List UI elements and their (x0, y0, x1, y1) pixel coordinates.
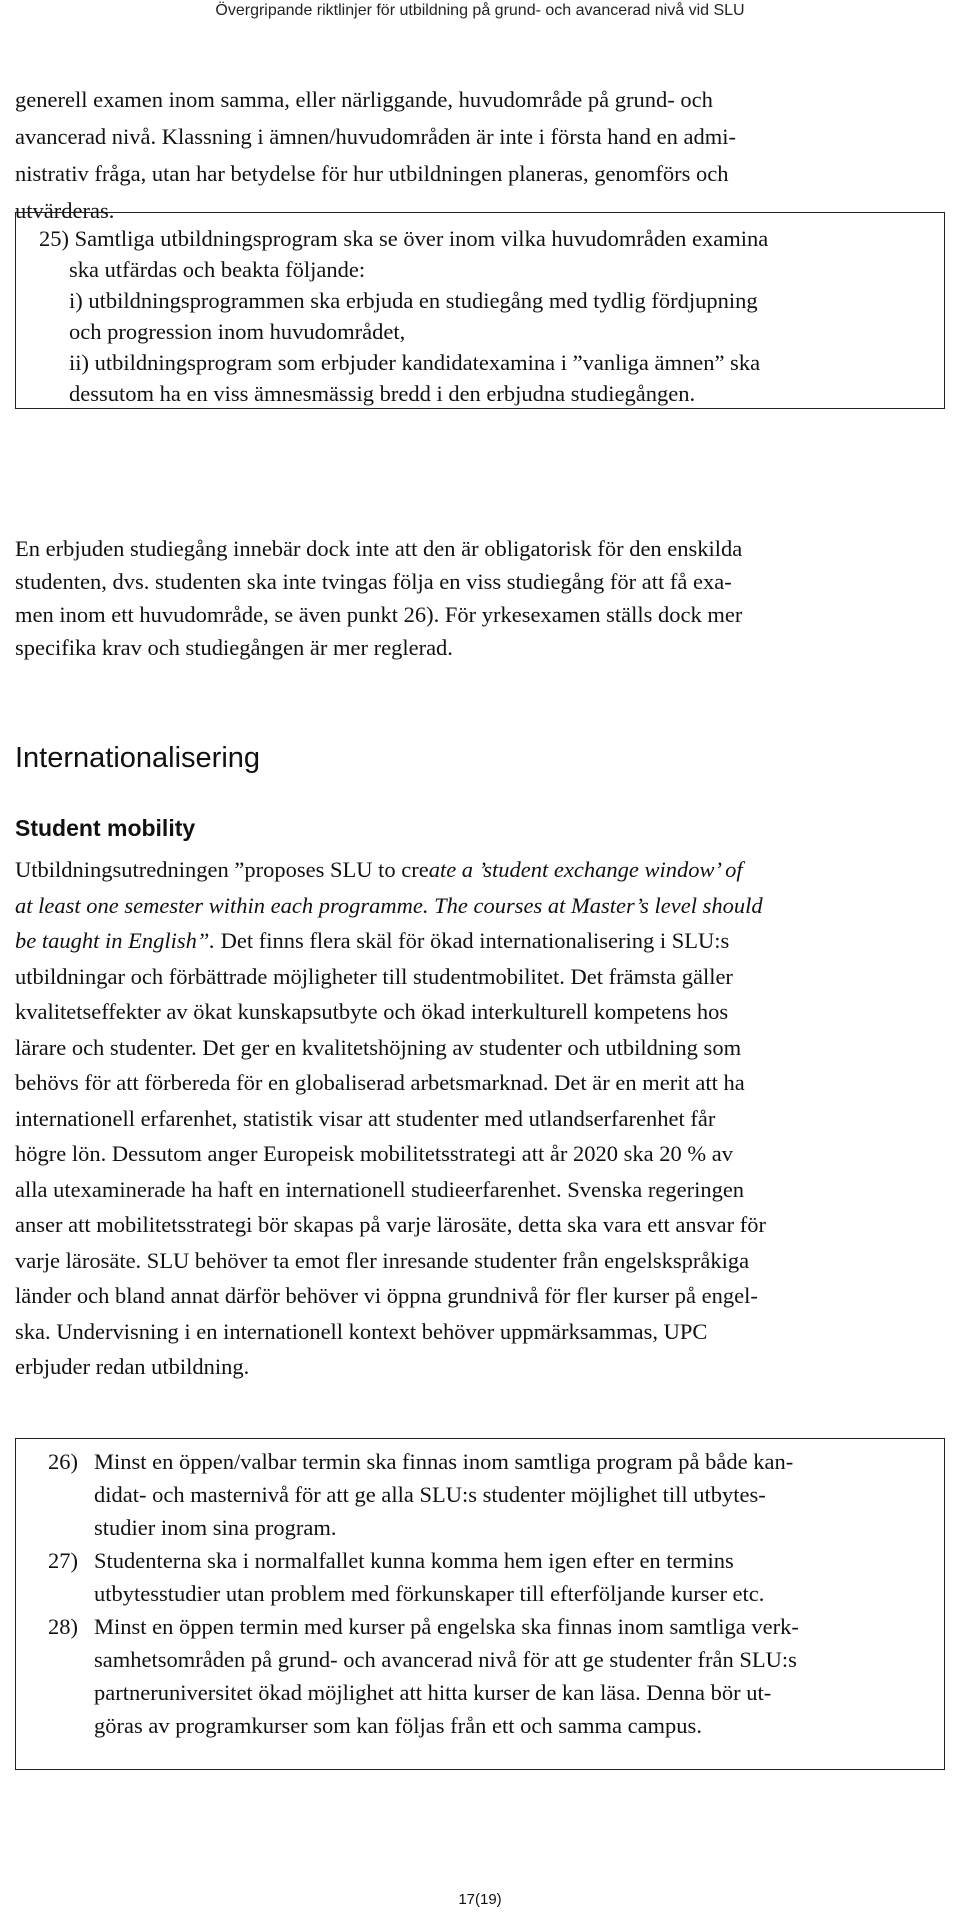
quote-text-italic: at least one semester within each programme. The courses at Master’s level should (15, 892, 763, 918)
text-line: och progression inom huvudområdet, (69, 319, 406, 344)
text-line (48, 1544, 944, 1577)
text-line: utbytesstudier utan problem med förkunskaper till efterföljande kurser etc. (94, 1581, 765, 1606)
text-line: avancerad nivå. Klassning i ämnen/huvudområden är inte i första hand en admi- (15, 124, 737, 149)
guideline-number: 28) (48, 1614, 78, 1639)
study-path-paragraph (15, 532, 940, 664)
text-line: didat- och masternivå för att ge alla SLU:s studenter möjlighet till utbytes- (94, 1482, 766, 1507)
text-line (15, 923, 940, 959)
text-line: ii) utbildningsprogram som erbjuder kandidatexamina i ”vanliga ämnen” ska (69, 350, 761, 375)
quote-text-italic: ate a ’student exchange window’ of (428, 857, 743, 882)
text-line (48, 1610, 944, 1643)
text-line: utvärderas. (15, 198, 115, 223)
text-line: lärare och studenter. Det ger en kvalitetshöjning av studenter och utbildning som (15, 1034, 742, 1060)
text-line: partneruniversitet ökad möjlighet att hitta kurser de kan läsa. Denna bör ut- (94, 1680, 772, 1705)
text-line: internationell erfarenhet, statistik visar att studenter med utlandserfarenhet får (15, 1105, 716, 1131)
text-line: anser att mobilitetsstrategi bör skapas på varje lärosäte, detta ska vara ett ansvar för (15, 1212, 766, 1237)
guideline-26 (48, 1445, 944, 1544)
guideline-text: Studenterna ska i normalfallet kunna komma hem igen efter en termins (94, 1548, 734, 1573)
text-line: En erbjuden studiegång innebär dock inte att den är obligatorisk för den enskilda (15, 536, 743, 561)
text-line: dessutom ha en viss ämnesmässig bredd i den erbjudna studiegången. (69, 381, 696, 406)
text-line: högre lön. Dessutom anger Europeisk mobilitetsstrategi att år 2020 ska 20 % av (15, 1141, 733, 1166)
text-line: i) utbildningsprogrammen ska erbjuda en studiegång med tydlig fördjupning (69, 288, 758, 313)
guideline-number: 26) (48, 1449, 78, 1474)
guideline-text: Minst en öppen termin med kurser på engelska ska finnas inom samtliga verk- (94, 1614, 799, 1639)
text-line (15, 888, 940, 924)
quote-text: Utbildningsutredningen ”proposes SLU to cre (15, 857, 429, 882)
text-line: nistrativ fråga, utan har betydelse för hur utbildningen planeras, genomförs och (15, 161, 729, 186)
text-line: länder och bland annat därför behöver vi öppna grundnivå för fler kurser på engel- (15, 1283, 758, 1308)
text-line: 25) Samtliga utbildningsprogram ska se över inom vilka huvudområden examina (39, 226, 769, 251)
guidelines-26-28-box (15, 1438, 945, 1770)
text-line: ska utfärdas och beakta följande: (69, 257, 366, 282)
text-line: alla utexaminerade ha haft en internationell studieerfarenhet. Svenska regeringen (15, 1176, 745, 1202)
text-line: behövs för att förbereda för en globaliserad arbetsmarknad. Det är en merit att ha (15, 1070, 745, 1095)
intro-paragraph (15, 81, 940, 229)
text-line: studenten, dvs. studenten ska inte tvingas följa en viss studiegång för att få exa- (15, 569, 732, 594)
guideline-27 (48, 1544, 944, 1610)
text-line: varje lärosäte. SLU behöver ta emot fler inresande studenter från engelskspråkiga (15, 1247, 750, 1273)
section-heading-internationalisering: Internationalisering (15, 742, 261, 774)
text-line: specifika krav och studiegången är mer reglerad. (15, 635, 453, 660)
guideline-25-box (15, 212, 945, 409)
text-line (48, 1445, 944, 1478)
text-line: generell examen inom samma, eller närliggande, huvudområde på grund- och (15, 87, 713, 112)
quote-text-italic: be taught in English”. (15, 928, 216, 953)
student-mobility-paragraph (15, 852, 940, 1385)
text-line: erbjuder redan utbildning. (15, 1354, 250, 1379)
guideline-text: Minst en öppen/valbar termin ska finnas inom samtliga program på både kan- (94, 1449, 794, 1474)
text-line (15, 852, 940, 888)
running-header: Övergripande riktlinjer för utbildning på grund- och avancerad nivå vid SLU (215, 2, 745, 19)
text-line: ska. Undervisning i en internationell kontext behöver uppmärksammas, UPC (15, 1318, 708, 1344)
text-line: samhetsområden på grund- och avancerad nivå för att ge studenter från SLU:s (94, 1647, 797, 1672)
page-number: 17(19) (458, 1891, 502, 1908)
guideline-28 (48, 1610, 944, 1742)
text-line: göras av programkurser som kan följas från ett och samma campus. (94, 1713, 702, 1738)
text-line: utbildningar och förbättrade möjligheter till studentmobilitet. Det främsta gäller (15, 963, 733, 989)
subheading-student-mobility: Student mobility (15, 815, 196, 841)
body-text: Det finns flera skäl för ökad internationalisering i SLU:s (215, 928, 730, 953)
text-line: kvalitetseffekter av ökat kunskapsutbyte och ökad interkulturell kompetens hos (15, 999, 729, 1024)
guideline-number: 27) (48, 1548, 78, 1573)
text-line: studier inom sina program. (94, 1515, 337, 1540)
text-line: men inom ett huvudområde, se även punkt 26). För yrkesexamen ställs dock mer (15, 602, 743, 627)
